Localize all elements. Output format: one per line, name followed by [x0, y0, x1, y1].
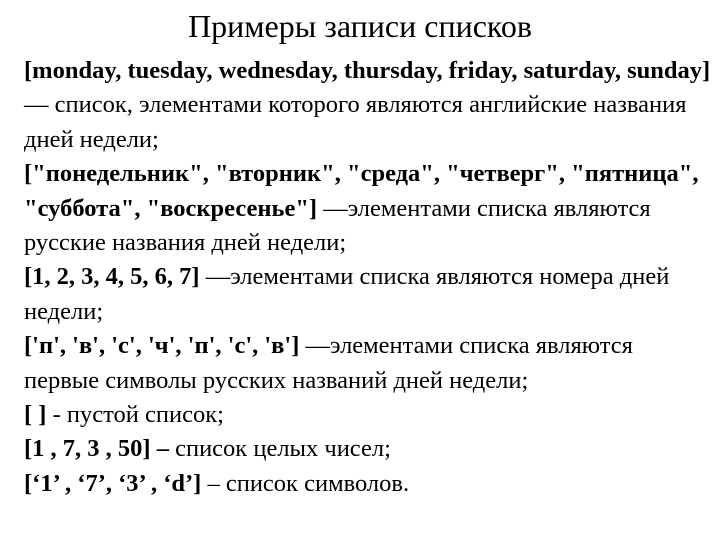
- list-literal: [ ]: [24, 401, 47, 429]
- list-literal: ['п', 'в', 'с', 'ч', 'п', 'с', 'в']: [24, 332, 300, 360]
- list-example-first-letters: [24, 329, 714, 398]
- slide-body: [24, 54, 714, 501]
- list-example-day-numbers: [24, 260, 714, 329]
- list-example-characters: [24, 467, 714, 501]
- list-description: – список символов.: [201, 469, 410, 497]
- list-literal: [1, 2, 3, 4, 5, 6, 7]: [24, 263, 200, 291]
- list-description: список целых чисел;: [168, 435, 391, 463]
- list-description: —элементами списка являются первые символы русских названий дней недели;: [24, 332, 633, 394]
- list-description: - пустой список;: [46, 401, 224, 429]
- list-description: — список, элементами которого являются английские названия дней недели;: [24, 91, 687, 153]
- list-literal: [monday, tuesday, wednesday, thursday, friday, saturday, sunday]: [24, 57, 711, 84]
- list-example-english-days: [24, 54, 714, 157]
- list-description: —элементами списка являются русские названия дней недели;: [24, 194, 651, 257]
- list-literal: ["понедельник", "вторник", "среда", "четверг", "пятница", "суббота", "воскресенье"]: [24, 160, 699, 222]
- slide-title: Примеры записи списков: [188, 8, 532, 44]
- list-literal: [‘1’ , ‘7’, ‘3’ , ‘d’]: [24, 469, 202, 497]
- list-example-integers: [24, 432, 714, 466]
- list-description: —элементами списка являются номера дней недели;: [24, 263, 670, 325]
- list-literal: [1 , 7, 3 , 50] –: [24, 435, 169, 463]
- list-example-russian-days: [24, 157, 714, 260]
- list-example-empty: [24, 398, 714, 432]
